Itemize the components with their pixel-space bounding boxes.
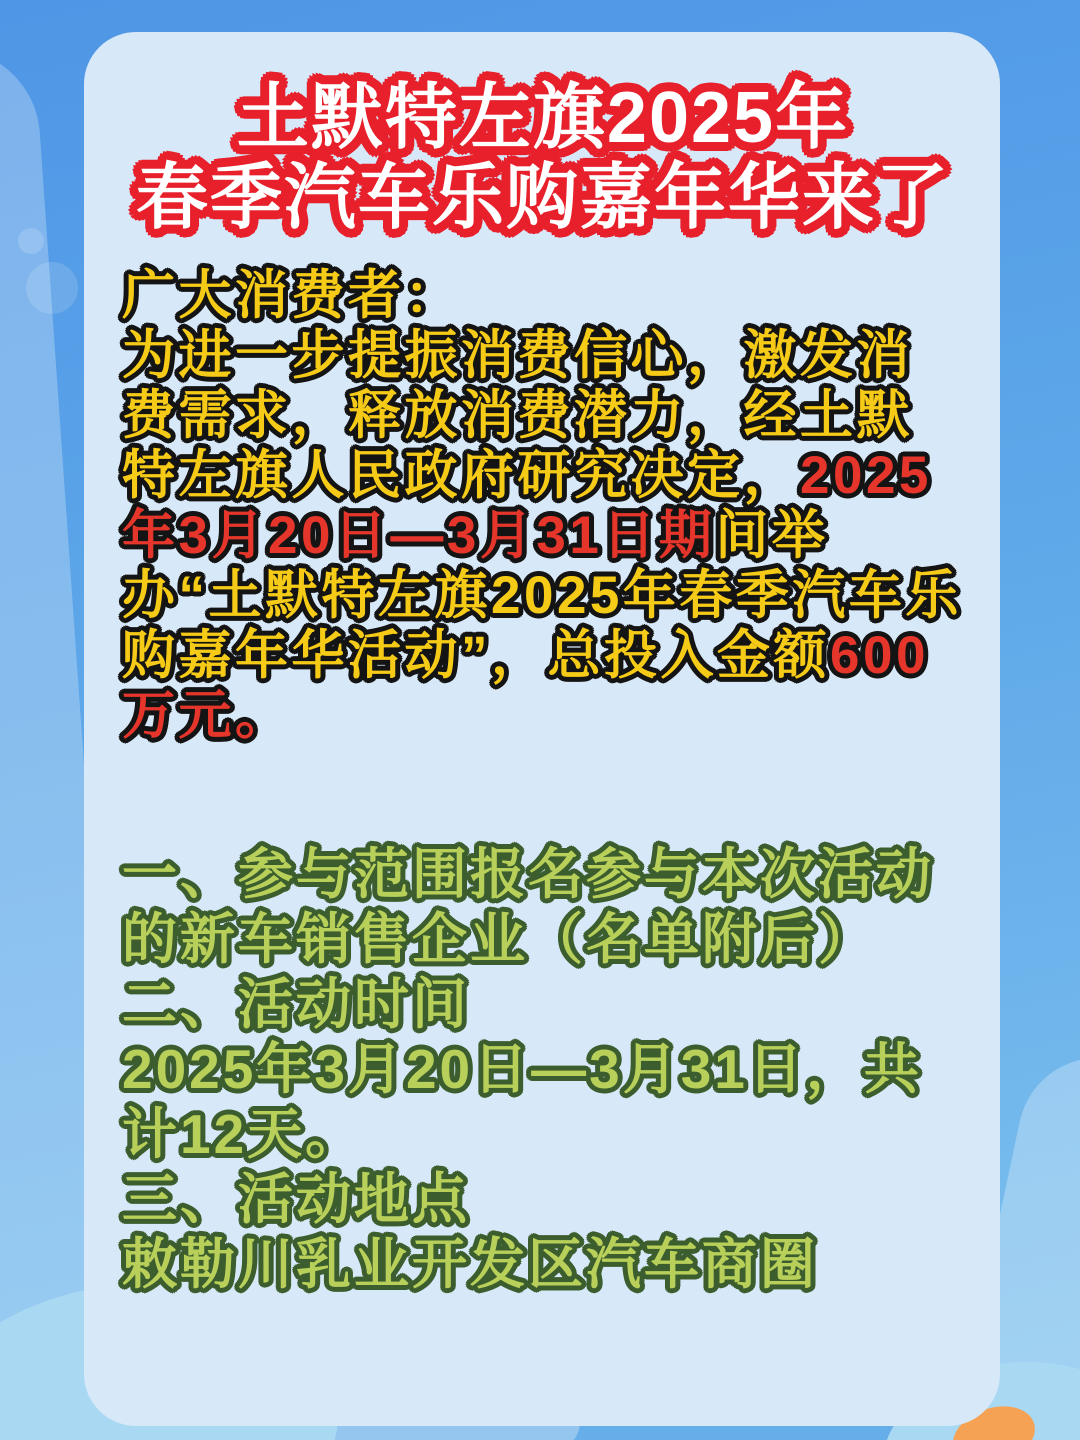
activity-details-section <box>122 842 964 1297</box>
poster-title <box>122 78 964 238</box>
title-line-1: 土默特左旗2025年 <box>236 78 850 158</box>
announcement-segment: 600万元。 <box>122 626 929 745</box>
detail-location-value: 敕勒川乳业开发区汽车商圈 <box>122 1233 819 1295</box>
background-dot-small <box>18 228 44 254</box>
detail-time-value: 2025年3月20日—3月31日，共计12天。 <box>122 1038 922 1165</box>
greeting-text: 广大消费者： <box>122 266 461 325</box>
detail-time-heading: 二、活动时间 <box>122 973 471 1035</box>
detail-participation-scope: 一、参与范围报名参与本次活动的新车销售企业（名单附后） <box>122 843 935 970</box>
poster-card <box>84 32 1000 1426</box>
announcement-segment: 2025年3月20日—3月31日期 <box>122 446 932 565</box>
title-line-2: 春季汽车乐购嘉年华来了 <box>135 158 950 238</box>
detail-location-heading: 三、活动地点 <box>122 1168 471 1230</box>
announcement-segment: 间举办“土默特左旗2025年春季汽车乐购嘉年华活动”，总投入金额 <box>122 506 962 685</box>
announcement-segment: 为进一步提振消费信心，激发消费需求，释放消费潜力，经土默特左旗人民政府研究决定， <box>122 326 913 505</box>
announcement-paragraph <box>122 326 964 746</box>
background-dot-large <box>26 262 78 314</box>
